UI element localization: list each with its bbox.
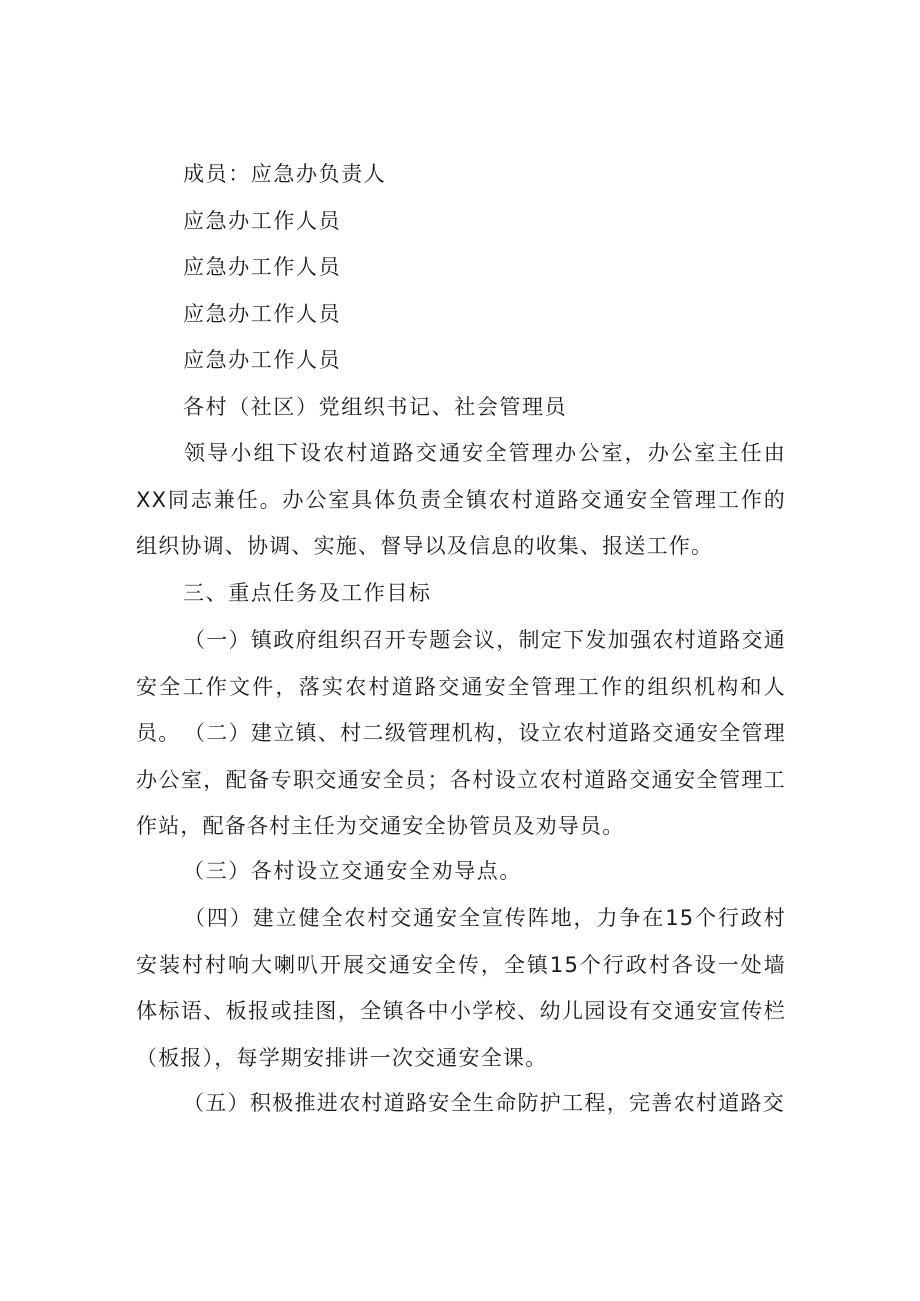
task-item-5: （五）积极推进农村道路安全生命防护工程，完善农村道路交 bbox=[183, 1091, 786, 1115]
office-paragraph: 领导小组下设农村道路交通安全管理办公室，办公室主任由XX同志兼任。办公室具体负责全镇农村道路交通安全管理工作的组织协调、协调、实施、督导以及信息的收集、报送工作。 bbox=[136, 441, 786, 558]
member-line-5: 应急办工作人员 bbox=[183, 348, 342, 372]
task-item-1: （一）镇政府组织召开专题会议，制定下发加强农村道路交通安全工作文件，落实农村道路交通安全管理工作的组织机构和人员。 bbox=[136, 628, 786, 745]
member-line-4: 应急办工作人员 bbox=[183, 302, 342, 326]
task-item-4: （四）建立健全农村交通安全宣传阵地，力争在15个行政村安装村村响大喇叭开展交通安全传，全镇15个行政村各设一处墙体标语、板报或挂图，全镇各中小学校、幼儿园设有交通安宣传栏（板报），每学期安排讲一次交通安全课。 bbox=[136, 906, 786, 1070]
task-item-2: （二）建立镇、村二级管理机构，设立农村道路交通安全管理办公室，配备专职交通安全员；各村设立农村道路交通安全管理工作站，配备各村主任为交通安全协管员及劝导员。 bbox=[136, 721, 786, 838]
task-item-3: （三）各村设立交通安全劝导点。 bbox=[183, 859, 522, 883]
member-line-1: 成员：应急办负责人 bbox=[183, 162, 387, 186]
member-line-6: 各村（社区）党组织书记、社会管理员 bbox=[183, 395, 568, 419]
member-line-2: 应急办工作人员 bbox=[183, 209, 342, 233]
member-line-3: 应急办工作人员 bbox=[183, 255, 342, 279]
section-heading: 三、重点任务及工作目标 bbox=[183, 581, 432, 605]
